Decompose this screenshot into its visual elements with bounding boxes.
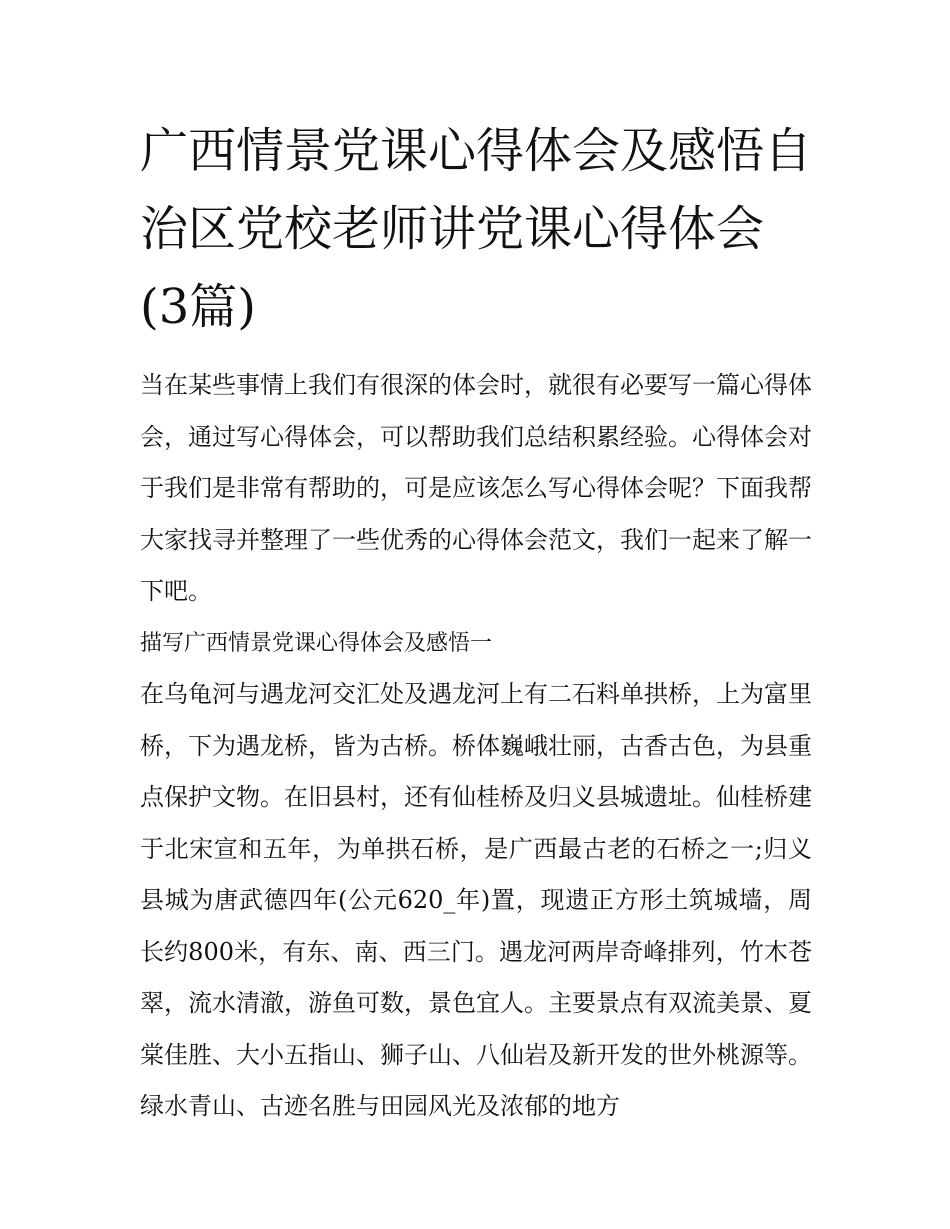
section-heading: 描写广西情景党课心得体会及感悟一 <box>140 630 493 656</box>
document-page <box>140 112 812 1133</box>
document-title: 广西情景党课心得体会及感悟自治区党校老师讲党课心得体会(3篇) <box>140 123 813 335</box>
body-paragraph: 在乌龟河与遇龙河交汇处及遇龙河上有二石料单拱桥，上为富里桥，下为遇龙桥，皆为古桥。桥体巍峨壮丽，古香古色，为县重点保护文物。在旧县村，还有仙桂桥及归义县城遗址。仙桂桥建于北宋宣和五年，为单拱石桥，是广西最古老的石桥之一;归义县城为唐武德四年(公元620_年)置，现遗正方形土筑城墙，周长约800米，有东、南、西三门。遇龙河两岸奇峰排列，竹木苍翠，流水清澈，游鱼可数，景色宜人。主要景点有双流美景、夏棠佳胜、大小五指山、狮子山、八仙岩及新开发的世外桃源等。绿水青山、古迹名胜与田园风光及浓郁的地方 <box>140 680 812 1120</box>
intro-paragraph: 当在某些事情上我们有很深的体会时，就很有必要写一篇心得体会，通过写心得体会，可以帮助我们总结积累经验。心得体会对于我们是非常有帮助的，可是应该怎么写心得体会呢？下面我帮大家找寻并整理了一些优秀的心得体会范文，我们一起来了解一下吧。 <box>140 371 812 605</box>
